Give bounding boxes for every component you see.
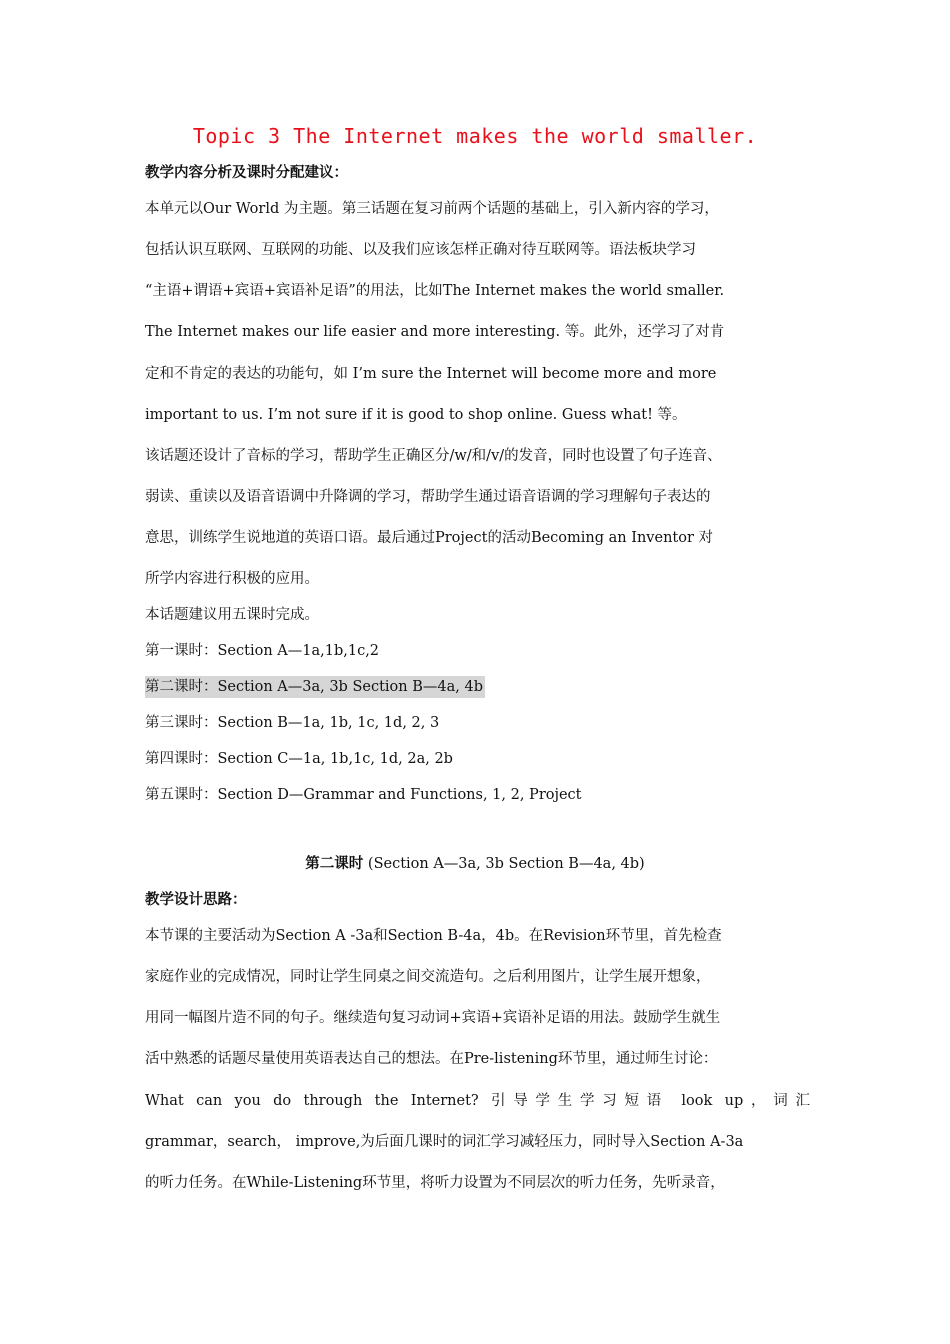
lesson-heading-sections: (Section A—3a, 3b Section B—4a, 4b) [363, 856, 645, 872]
paragraph-line: 意思，训练学生说地道的英语口语。最后通过Project的活动Becoming an Inventor 对 [145, 530, 714, 546]
paragraph-line: 活中熟悉的话题尽量使用英语表达自己的想法。在Pre-listening环节里，通过师生讨论： [145, 1051, 718, 1067]
paragraph-line: 家庭作业的完成情况，同时让学生同桌之间交流造句。之后利用图片，让学生展开想象， [145, 969, 711, 985]
suggestion-text: 本话题建议用五课时完成。 [145, 607, 319, 623]
lesson-item: 第五课时：Section D—Grammar and Functions, 1, 2, Project [145, 787, 582, 803]
paragraph-line: 包括认识互联网、互联网的功能、以及我们应该怎样正确对待互联网等。语法板块学习 [145, 242, 696, 258]
paragraph-line: 弱读、重读以及语音语调中升降调的学习，帮助学生通过语音语调的学习理解句子表达的 [145, 489, 711, 505]
paragraph-line: grammar，search， improve,为后面几课时的词汇学习减轻压力，同时导入Section A-3a [145, 1134, 744, 1150]
paragraph-line: What can you do through the Internet? 引导学生学习短语 look up，词汇 [145, 1093, 810, 1109]
paragraph-line: 的听力任务。在While-Listening环节里，将听力设置为不同层次的听力任务，先听录音， [145, 1175, 725, 1191]
paragraph-line: 定和不肯定的表达的功能句，如 I’m sure the Internet will become more and more [145, 366, 717, 382]
paragraph-line: 用同一幅图片造不同的句子。继续造句复习动词+宾语+宾语补足语的用法。鼓励学生就生 [145, 1010, 721, 1026]
paragraph-line: 本单元以Our World 为主题。第三话题在复习前两个话题的基础上，引入新内容的学习， [145, 201, 719, 217]
paragraph-line: 该话题还设计了音标的学习，帮助学生正确区分/w/和/v/的发音，同时也设置了句子连音、 [145, 448, 722, 464]
lesson-item: 第三课时：Section B—1a, 1b, 1c, 1d, 2, 3 [145, 715, 440, 731]
lesson-heading [0, 853, 950, 875]
paragraph-line: important to us. I’m not sure if it is good to shop online. Guess what! 等。 [145, 407, 687, 423]
lesson-item: 第四课时：Section C—1a, 1b,1c, 1d, 2a, 2b [145, 751, 453, 767]
lesson-item-highlighted [145, 676, 810, 698]
highlighted-text: 第二课时：Section A—3a, 3b Section B—4a, 4b [145, 676, 485, 698]
paragraph-line: 本节课的主要活动为Section A -3a和Section B-4a，4b。在Revision环节里，首先检查 [145, 928, 722, 944]
paragraph-line: “主语+谓语+宾语+宾语补足语”的用法，比如The Internet makes the world smaller. [145, 283, 725, 299]
lesson-item: 第一课时：Section A—1a,1b,1c,2 [145, 643, 380, 659]
design-heading: 教学设计思路： [145, 891, 247, 908]
lesson-heading-label: 第二课时 [305, 855, 364, 872]
section-heading: 教学内容分析及课时分配建议： [145, 164, 348, 181]
paragraph-line: 所学内容进行积极的应用。 [145, 571, 319, 587]
document-title: Topic 3 The Internet makes the world smaller. [192, 124, 758, 148]
paragraph-line: The Internet makes our life easier and more interesting. 等。此外，还学习了对肯 [145, 324, 725, 340]
